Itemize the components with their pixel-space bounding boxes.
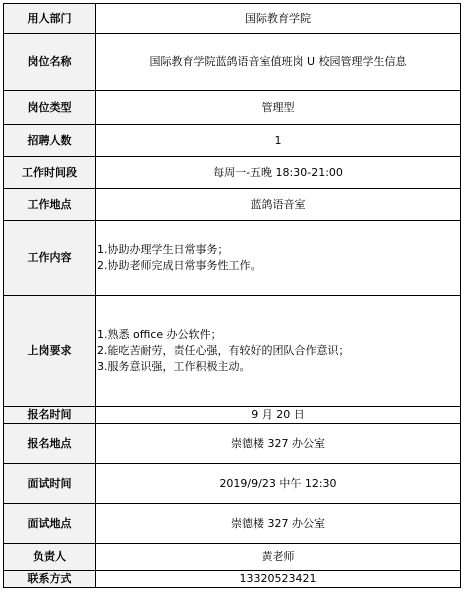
requirements-line: 1.熟悉 office 办公软件； xyxy=(97,328,222,341)
interview-place-value: 崇德楼 327 办公室 xyxy=(96,504,461,544)
requirements-label: 上岗要求 xyxy=(4,296,96,407)
job-content-line: 2.协助老师完成日常事务性工作。 xyxy=(97,259,262,272)
table-row xyxy=(4,157,461,189)
work-hours-value: 每周一-五晚 18:30-21:00 xyxy=(96,157,461,189)
contact-person-label: 负责人 xyxy=(4,544,96,571)
table-row xyxy=(4,464,461,504)
work-hours-label: 工作时间段 xyxy=(4,157,96,189)
registration-place-label: 报名地点 xyxy=(4,424,96,464)
table-row xyxy=(4,424,461,464)
headcount-value: 1 xyxy=(96,125,461,157)
registration-time-label: 报名时间 xyxy=(4,407,96,424)
registration-time-value: 9 月 20 日 xyxy=(96,407,461,424)
position-type-value: 管理型 xyxy=(96,91,461,125)
recruitment-table xyxy=(3,3,461,588)
table-row xyxy=(4,91,461,125)
interview-time-label: 面试时间 xyxy=(4,464,96,504)
contact-person-value: 黄老师 xyxy=(96,544,461,571)
interview-place-label: 面试地点 xyxy=(4,504,96,544)
table-row xyxy=(4,544,461,571)
table-row xyxy=(4,221,461,296)
position-type-label: 岗位类型 xyxy=(4,91,96,125)
requirements-line: 3.服务意识强，工作积极主动。 xyxy=(97,360,251,373)
job-content-line: 1.协助办理学生日常事务； xyxy=(97,243,229,256)
requirements-line: 2.能吃苦耐劳，责任心强，有较好的团队合作意识； xyxy=(97,344,350,357)
contact-info-value: 13320523421 xyxy=(96,571,461,588)
department-label: 用人部门 xyxy=(4,4,96,34)
contact-info-label: 联系方式 xyxy=(4,571,96,588)
job-content-label: 工作内容 xyxy=(4,221,96,296)
table-row xyxy=(4,407,461,424)
registration-place-value: 崇德楼 327 办公室 xyxy=(96,424,461,464)
table-row xyxy=(4,296,461,407)
work-location-value: 蓝鸽语音室 xyxy=(96,189,461,221)
table-row xyxy=(4,189,461,221)
table-row xyxy=(4,4,461,34)
work-location-label: 工作地点 xyxy=(4,189,96,221)
table-row xyxy=(4,34,461,91)
headcount-label: 招聘人数 xyxy=(4,125,96,157)
position-name-label: 岗位名称 xyxy=(4,34,96,91)
department-value: 国际教育学院 xyxy=(96,4,461,34)
table-row xyxy=(4,125,461,157)
table-row xyxy=(4,504,461,544)
position-name-value: 国际教育学院蓝鸽语音室值班岗 U 校园管理学生信息 xyxy=(96,34,461,91)
table-row xyxy=(4,571,461,588)
job-content-value xyxy=(96,221,461,296)
requirements-value xyxy=(96,296,461,407)
interview-time-value: 2019/9/23 中午 12:30 xyxy=(96,464,461,504)
